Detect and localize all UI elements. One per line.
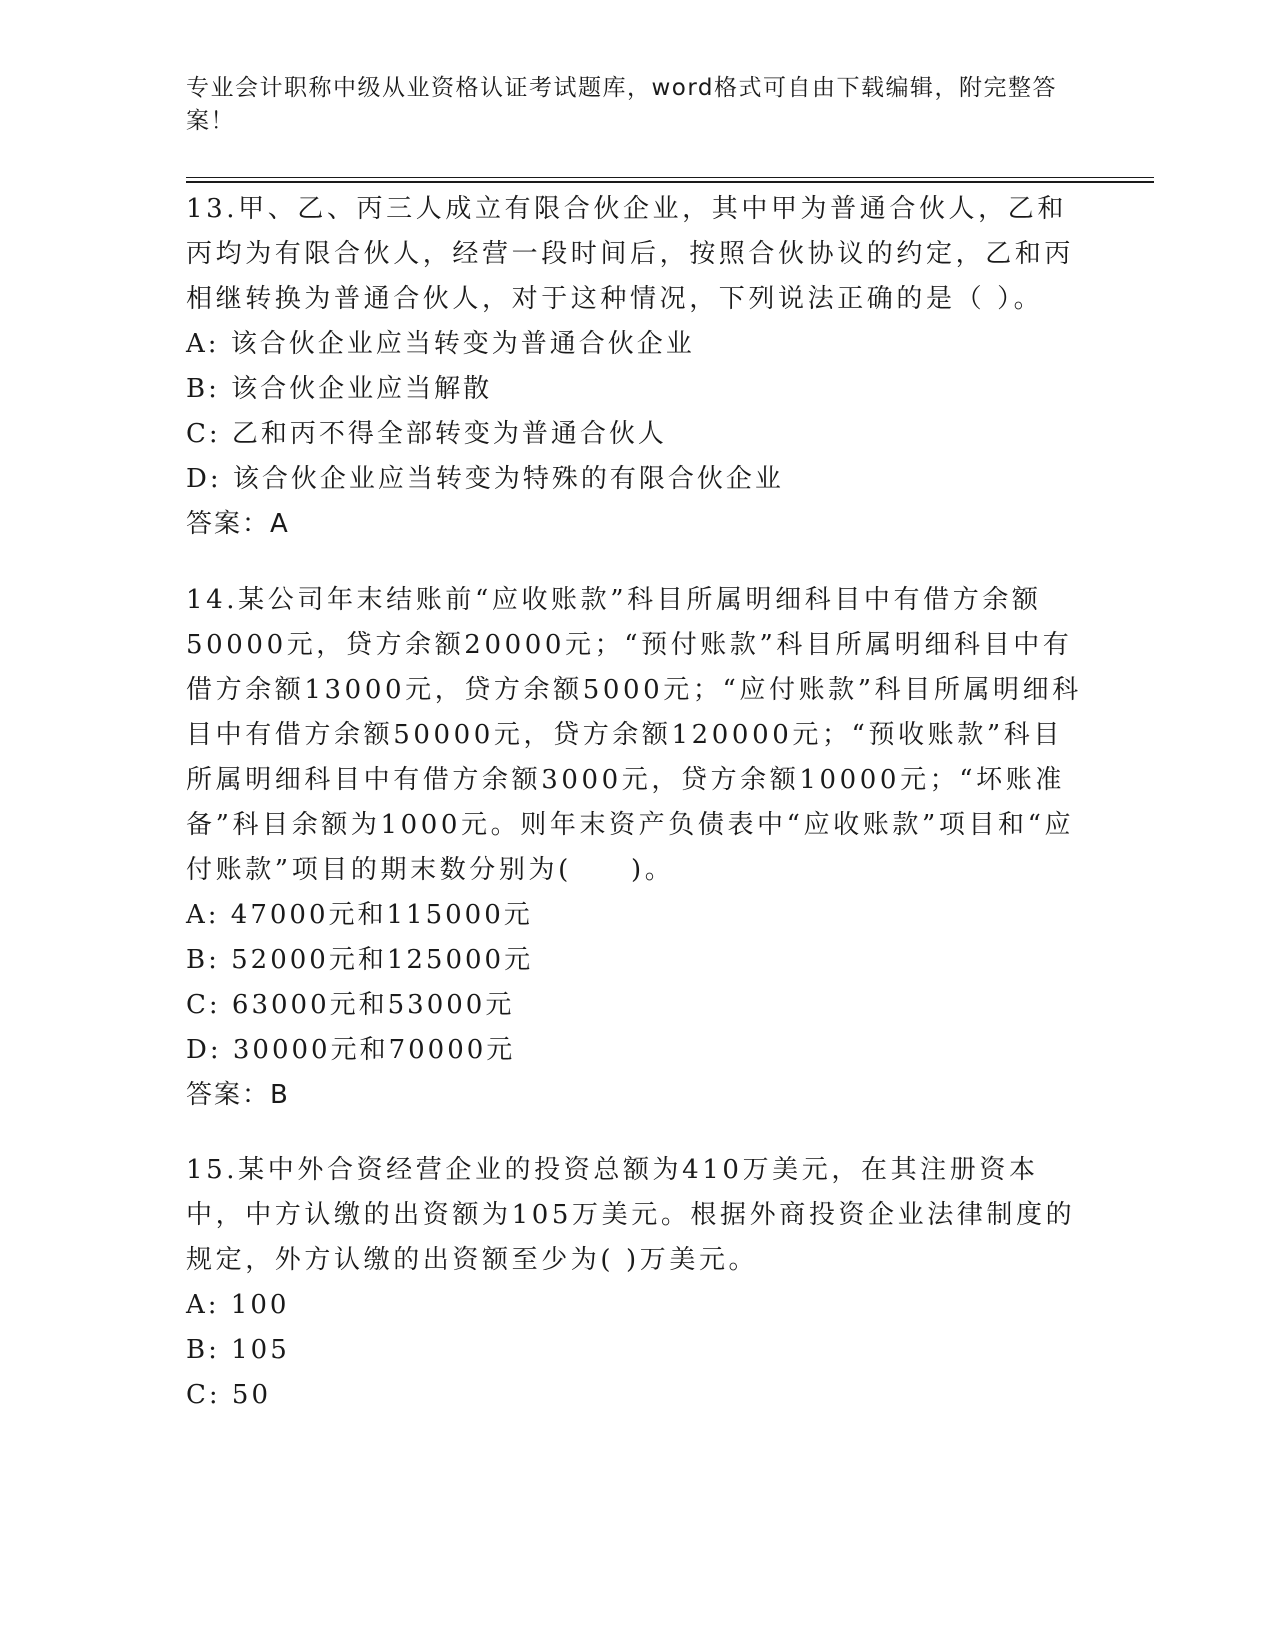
option-a: A: 100 <box>186 1290 290 1320</box>
answer: 答案：A <box>186 509 290 539</box>
header-divider-thin <box>186 177 1154 178</box>
option-c: C: 63000元和53000元 <box>186 990 515 1020</box>
option-d: D: 该合伙企业应当转变为特殊的有限合伙企业 <box>186 464 784 494</box>
option-b: B: 105 <box>186 1335 290 1365</box>
option-b: B: 该合伙企业应当解散 <box>186 374 493 404</box>
answer: 答案：B <box>186 1080 290 1110</box>
option-d: D: 30000元和70000元 <box>186 1035 516 1065</box>
question-stem: 15.某中外合资经营企业的投资总额为410万美元，在其注册资本中，中方认缴的出资额为105万美元。根据外商投资企业法律制度的规定，外方认缴的出资额至少为( )万美元。 <box>186 1155 1076 1275</box>
option-a: A: 47000元和115000元 <box>186 900 533 930</box>
question-15 <box>186 1148 1086 1418</box>
header-divider-thick <box>186 181 1154 183</box>
question-14 <box>186 578 1086 1118</box>
option-a: A: 该合伙企业应当转变为普通合伙企业 <box>186 329 695 359</box>
option-b: B: 52000元和125000元 <box>186 945 534 975</box>
question-stem: 13.甲、乙、丙三人成立有限合伙企业，其中甲为普通合伙人，乙和丙均为有限合伙人，经营一段时间后，按照合伙协议的约定，乙和丙相继转换为普通合伙人，对于这种情况，下列说法正确的是（ ）。 <box>186 194 1075 314</box>
option-c: C: 乙和丙不得全部转变为普通合伙人 <box>186 419 667 449</box>
question-stem: 14.某公司年末结账前“应收账款”科目所属明细科目中有借方余额50000元，贷方余额20000元；“预付账款”科目所属明细科目中有借方余额13000元，贷方余额5000元；“应付账款”科目所属明细科目中有借方余额50000元，贷方余额120000元；“预收账款”科目所属明细科目中有借方余额3000元，贷方余额10000元；“坏账准备”科目余额为1000元。则年末资产负债表中“应收账款”项目和“应付账款”项目的期末数分别为( )。 <box>186 585 1082 885</box>
document-header: 专业会计职称中级从业资格认证考试题库，word格式可自由下载编辑，附完整答案！ <box>186 75 1058 134</box>
option-c: C: 50 <box>186 1380 272 1410</box>
question-13 <box>186 187 1086 547</box>
